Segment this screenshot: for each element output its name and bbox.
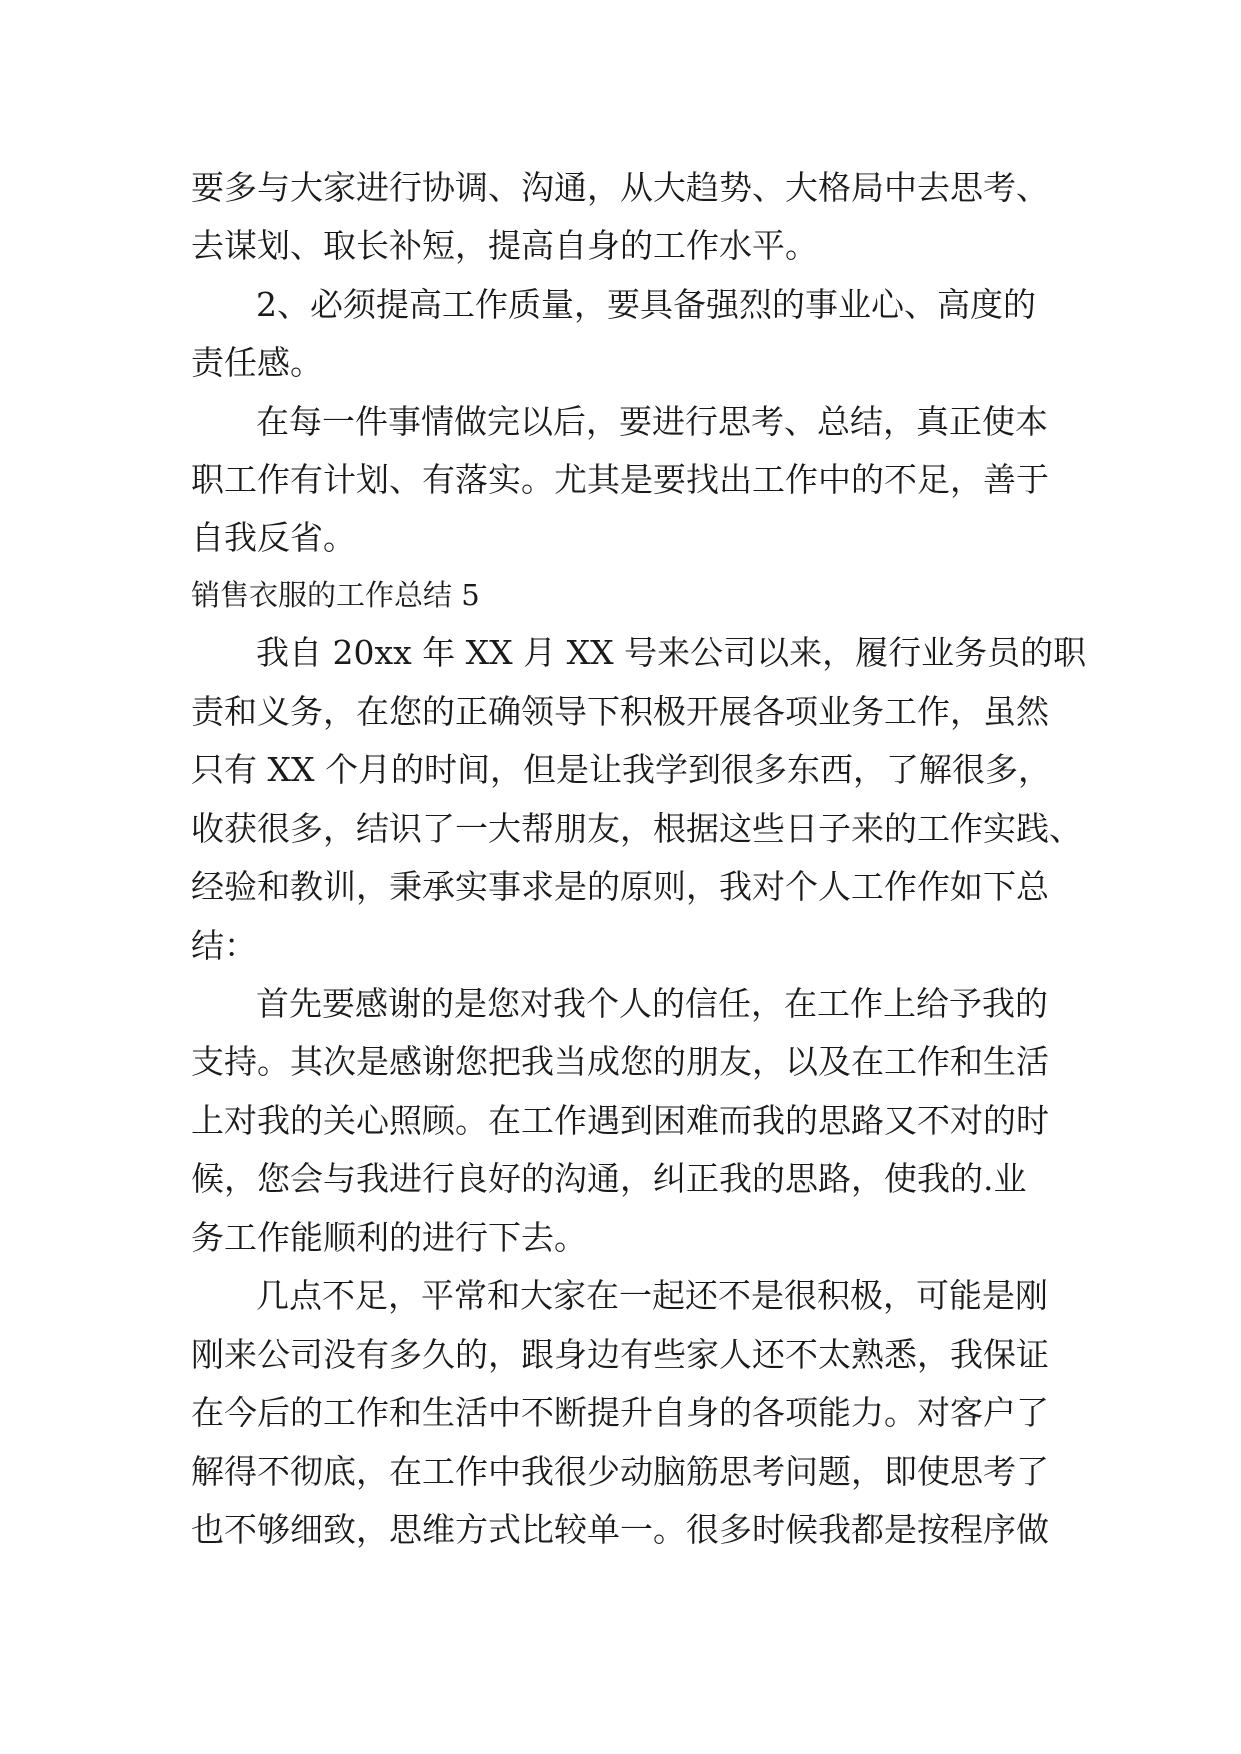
text-line: 去谋划、取长补短，提高自身的工作水平。 xyxy=(191,226,818,265)
text-line: 收获很多，结识了一大帮朋友，根据这些日子来的工作实践、 xyxy=(191,809,1082,848)
text-line: 在今后的工作和生活中不断提升自身的各项能力。对客户了 xyxy=(191,1393,1049,1432)
text-line: 在每一件事情做完以后，要进行思考、总结，真正使本 xyxy=(256,402,1048,441)
text-line: 解得不彻底，在工作中我很少动脑筋思考问题，即使思考了 xyxy=(191,1452,1049,1491)
text-line: 2、必须提高工作质量，要具备强烈的事业心、高度的 xyxy=(256,285,1036,324)
text-line: 职工作有计划、有落实。尤其是要找出工作中的不足，善于 xyxy=(191,460,1049,499)
text-line: 支持。其次是感谢您把我当成您的朋友，以及在工作和生活 xyxy=(191,1042,1049,1081)
text-line: 务工作能顺利的进行下去。 xyxy=(191,1218,587,1257)
text-line: 我自 20xx 年 XX 月 XX 号来公司以来，履行业务员的职 xyxy=(256,633,1087,672)
text-line: 结： xyxy=(191,926,257,965)
text-line: 刚来公司没有多久的，跟身边有些家人还不太熟悉，我保证 xyxy=(191,1335,1049,1374)
text-line: 责和义务，在您的正确领导下积极开展各项业务工作，虽然 xyxy=(191,692,1049,731)
section-heading: 销售衣服的工作总结 5 xyxy=(191,578,480,612)
text-line: 也不够细致，思维方式比较单一。很多时候我都是按程序做 xyxy=(191,1510,1049,1549)
text-line: 上对我的关心照顾。在工作遇到困难而我的思路又不对的时 xyxy=(191,1101,1049,1140)
text-line: 首先要感谢的是您对我个人的信任，在工作上给予我的 xyxy=(256,984,1048,1023)
text-line: 候，您会与我进行良好的沟通，纠正我的思路，使我的.业 xyxy=(191,1159,1027,1198)
text-line: 要多与大家进行协调、沟通，从大趋势、大格局中去思考、 xyxy=(191,168,1049,207)
text-line: 自我反省。 xyxy=(191,518,356,557)
text-line: 经验和教训，秉承实事求是的原则，我对个人工作作如下总 xyxy=(191,867,1049,906)
text-line: 只有 XX 个月的时间，但是让我学到很多东西，了解很多， xyxy=(191,750,1051,789)
text-line: 几点不足，平常和大家在一起还不是很积极，可能是刚 xyxy=(256,1276,1048,1315)
text-line: 责任感。 xyxy=(191,343,323,382)
